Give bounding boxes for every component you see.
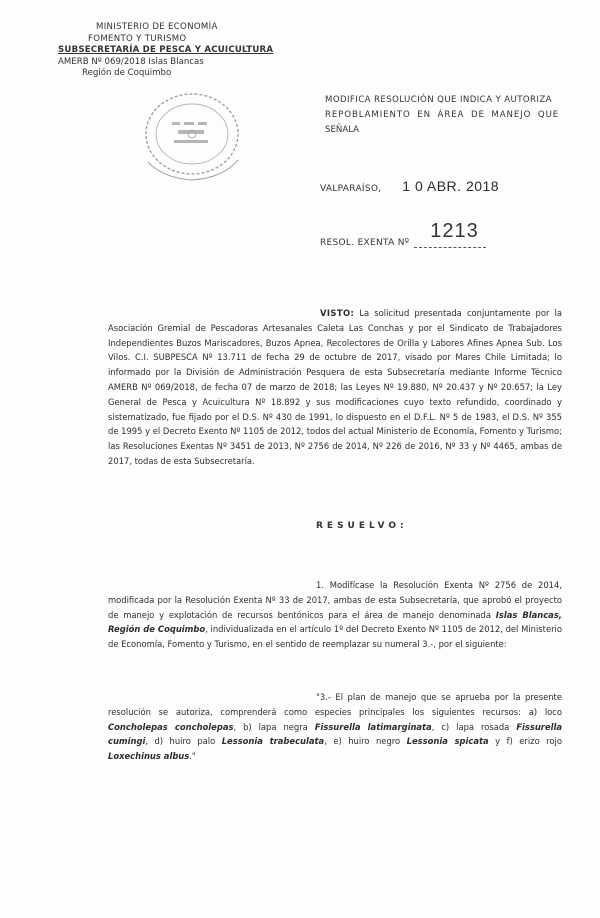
species-4: Lessonia trabeculata [221,736,325,747]
item-1-area-name: Islas Blancas, Región de Coquimbo [108,609,562,635]
ministry-name-line2: FOMENTO Y TURISMO [88,33,187,44]
official-seal-stamp [128,92,248,184]
species-1: Concholepas concholepas [108,721,234,732]
species-5: Lessonia spicata [406,736,489,747]
visto-paragraph [108,306,562,469]
undersecretary-name: SUBSECRETARÍA DE PESCA Y ACUICULTURA [58,45,274,56]
date-stamp: 1 0 ABR. 2018 [402,178,500,194]
resolution-number-line [320,220,486,248]
place: VALPARAÍSO, [320,184,382,194]
title-line-2: REPOBLAMIENTO EN ÁREA DE MANEJO QUE [325,110,560,120]
quote-text-e: , e) huiro negro [324,736,407,747]
quote-text-g: ." [189,751,196,762]
region-name: Región de Coquimbo [82,68,172,79]
resuelvo-heading: RESUELVO: [316,521,408,531]
species-6: Loxechinus albus [108,751,190,762]
species-3: Fissurella cumingi [108,721,562,747]
quote-text-b: , b) lapa negra [233,721,315,732]
title-line-3: SEÑALA [325,125,360,135]
resolution-title [325,93,575,138]
title-line-1: MODIFICA RESOLUCIÓN QUE INDICA Y AUTORIZA [325,95,552,105]
item-1-paragraph [108,578,562,652]
reference-code: AMERB Nº 069/2018 Islas Blancas [58,56,204,67]
resolution-number-field [414,220,486,248]
visto-text: La solicitud presentada conjuntamente por la Asociación Gremial de Pescadoras Artesanales Caleta Las Conchas y por el Sindicato de Trabajadores Independientes Buzos Mariscadores, Buzos Apnea, Recolectores de Orilla y Labores Afines Apnea Sub. Los Vilos. C.I. SUBPESCA Nº 13.711 de fecha 29 de octubre de 2017, visado por Mares Chile Limitada; lo informado por la División de Administración Pesquera de esta Subsecretaría mediante Informe Técnico AMERB Nº 069/2018, de fecha 07 de marzo de 2018; las Leyes Nº 19.880, Nº 20.437 y Nº 20.657; la Ley General de Pesca y Acuicultura Nº 18.892 y sus modificaciones cuyo texto refundido, coordinado y sistematizado, fue fijado por el D.S. Nº 430 de 1991, lo dispuesto en el D.F.L. Nº 5 de 1983, el D.S. Nº 355 de 1995 y el Decreto Exento Nº 1105 de 2012, todos del actual Ministerio de Economía, Fomento y Turismo; las Resoluciones Exentas Nº 3451 de 2013, Nº 2756 de 2014, Nº 226 de 2016, Nº 33 y Nº 4465, ambas de 2017, todas de esta Subsecretaría. [108,308,562,466]
visto-label: VISTO: [320,308,355,318]
species-2: Fissurella latimarginata [314,721,432,732]
item-1-text-b: , individualizada en el artículo 1º del Decreto Exento Nº 1105 de 2012, del Ministerio de Economía, Fomento y Turismo, en el sentido de reemplazar su numeral 3.-, por el siguiente: [108,624,562,650]
resolution-number: 1213 [430,220,479,242]
item-1-text-a: 1. Modifícase la Resolución Exenta Nº 2756 de 2014, modificada por la Resolución Exenta Nº 33 de 2017, ambas de esta Subsecretaría, que aprobó el proyecto de manejo y explotación de recursos bentónicos para el área de manejo denominada [108,580,562,620]
quote-text-f: y f) erizo rojo [488,736,562,747]
quote-text-a: "3.- El plan de manejo que se aprueba por la presente resolución se autoriza, comprenderá como especies principales los siguientes recursos: a) loco [108,692,562,717]
quote-text-c: , c) lapa rosada [431,721,517,732]
ministry-name: MINISTERIO DE ECONOMÍA [96,22,218,32]
item-3-quote-paragraph [108,690,562,764]
quote-text-d: , d) huiro palo [145,736,222,747]
resolution-label: RESOL. EXENTA Nº [320,238,410,248]
letterhead [58,22,274,80]
place-date-line [320,178,499,194]
